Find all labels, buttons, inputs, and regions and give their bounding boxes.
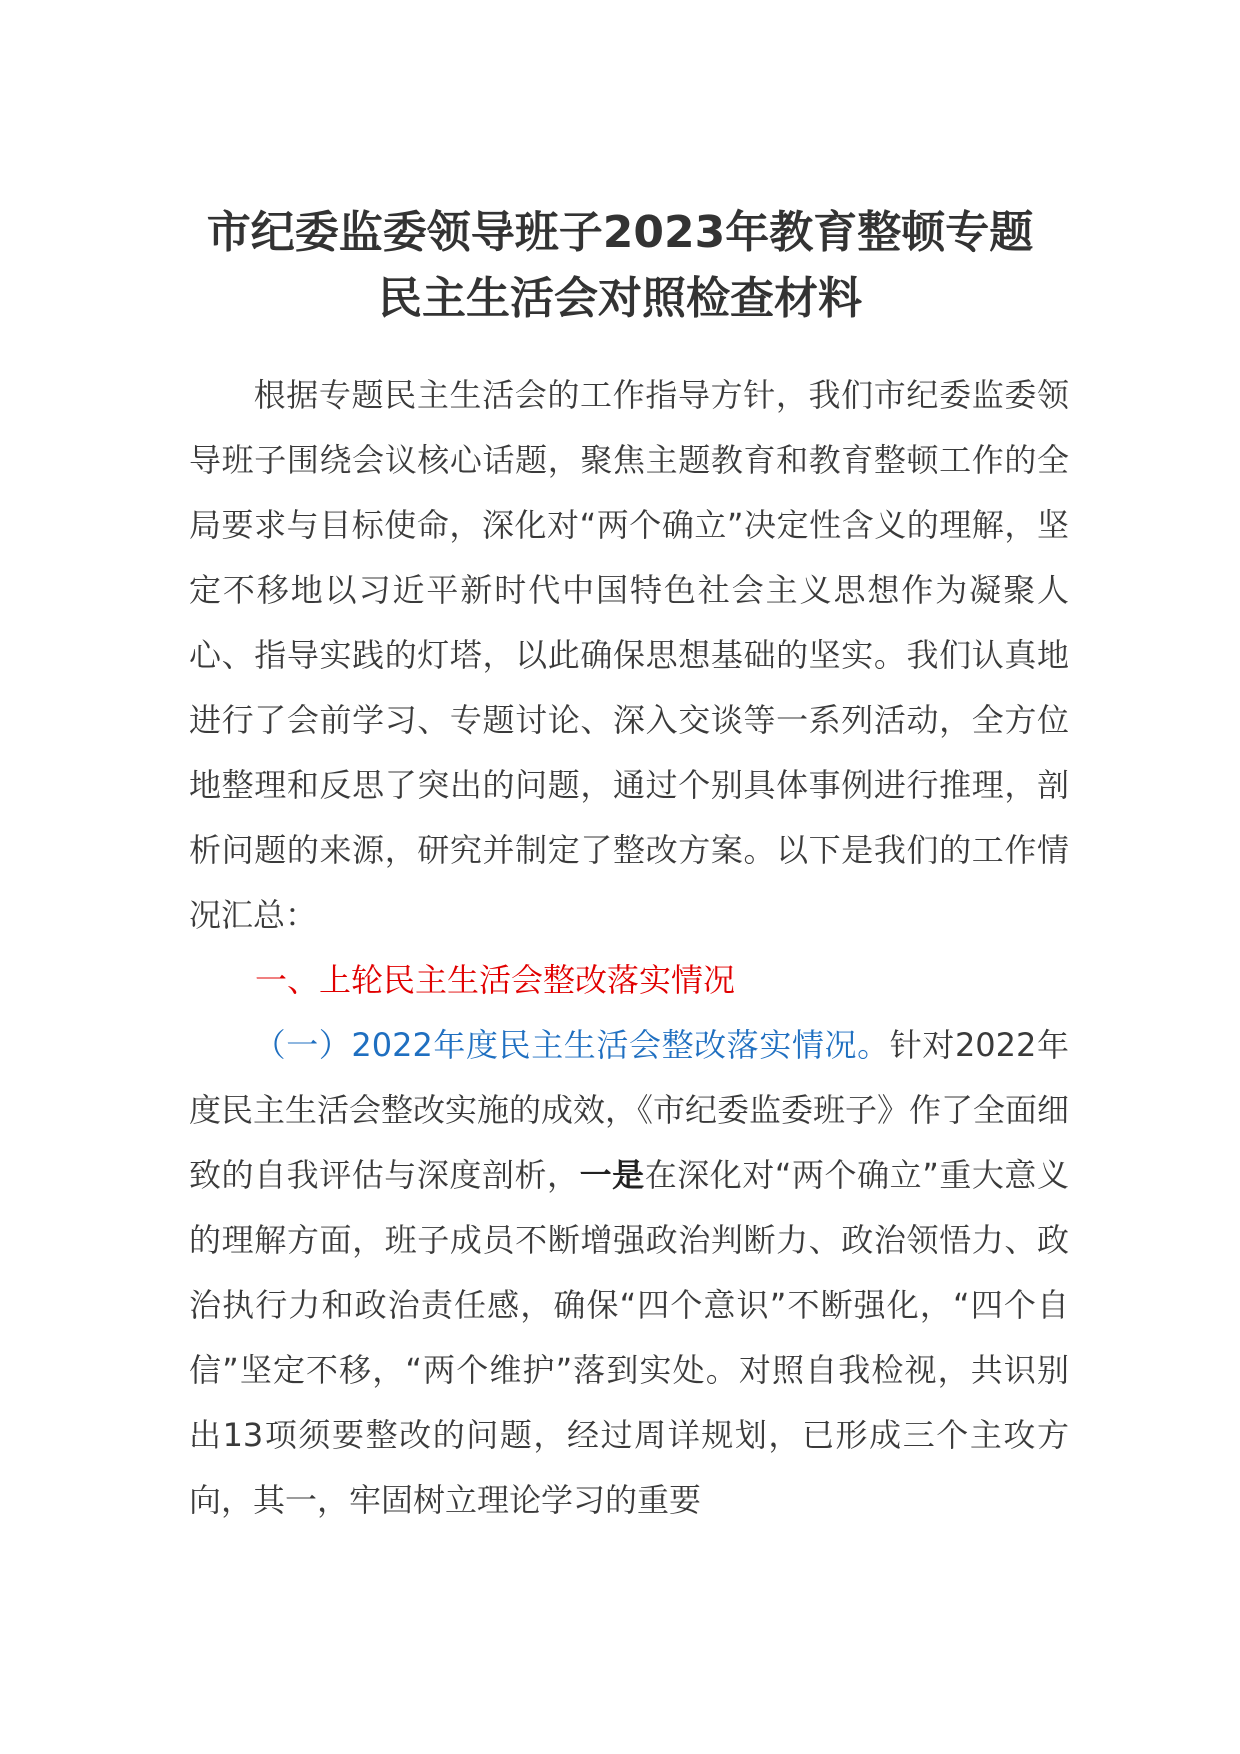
subsection-bold-marker: 一是	[579, 1156, 645, 1194]
document-title-line-2: 民主生活会对照检查材料	[378, 273, 862, 324]
subsection-text-a: 针对2022年度民主生活会整改实施的成效，《市纪委监委班子》作了全面细致的自我评估与深度剖析，	[189, 1026, 1070, 1194]
intro-paragraph-text: 根据专题民主生活会的工作指导方针，我们市纪委监委领导班子围绕会议核心话题，聚焦主题教育和教育整顿工作的全局要求与目标使命，深化对“两个确立”决定性含义的理解，坚定不移地以习近平新时代中国特色社会主义思想作为凝聚人心、指导实践的灯塔，以此确保思想基础的坚实。我们认真地进行了会前学习、专题讨论、深入交谈等一系列活动，全方位地整理和反思了突出的问题，通过个别具体事例进行推理，剖析问题的来源，研究并制定了整改方案。以下是我们的工作情况汇总：	[189, 376, 1069, 934]
intro-paragraph	[189, 363, 1069, 948]
document-title-line-1: 市纪委监委领导班子2023年教育整顿专题	[206, 207, 1034, 258]
section-heading-1: 一、上轮民主生活会整改落实情况	[255, 961, 736, 999]
subsection-paragraph-1	[189, 1013, 1069, 1533]
subsection-heading-1: （一）2022年度民主生活会整改落实情况。	[253, 1026, 890, 1064]
subsection-text-b: 在深化对“两个确立”重大意义的理解方面，班子成员不断增强政治判断力、政治领悟力、政治执行力和政治责任感，确保“四个意识”不断强化，“四个自信”坚定不移，“两个维护”落到实处。对照自我检视，共识别出13项须要整改的问题，经过周详规划，已形成三个主攻方向，其一，牢固树立理论学习的重要	[189, 1156, 1069, 1519]
